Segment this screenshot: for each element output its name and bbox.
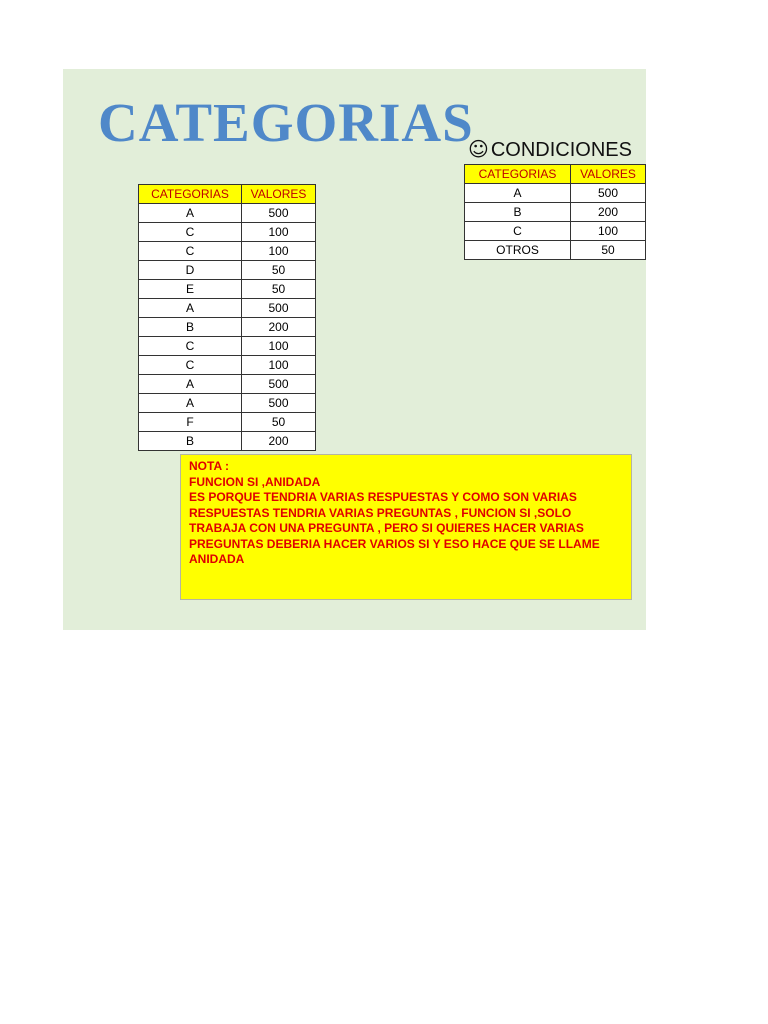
category-cell: A (139, 394, 242, 413)
table-row (139, 223, 316, 242)
page-title: CATEGORIAS (98, 92, 474, 153)
table-row (139, 356, 316, 375)
value-cell: 200 (242, 318, 316, 337)
table-row (139, 375, 316, 394)
category-cell: C (139, 223, 242, 242)
category-cell: D (139, 261, 242, 280)
column-header-categorias: CATEGORIAS (139, 185, 242, 204)
smiley-face-icon: ☺ (468, 137, 489, 161)
table-row (139, 242, 316, 261)
value-cell: 50 (242, 413, 316, 432)
conditions-title: CONDICIONES (490, 139, 632, 161)
column-header-valores: VALORES (571, 165, 646, 184)
category-cell: B (465, 203, 571, 222)
category-cell: C (465, 222, 571, 241)
category-cell: C (139, 337, 242, 356)
value-cell: 200 (242, 432, 316, 451)
table-row (139, 261, 316, 280)
category-cell: E (139, 280, 242, 299)
value-cell: 50 (242, 261, 316, 280)
category-cell: B (139, 318, 242, 337)
value-cell: 500 (242, 375, 316, 394)
table-row (139, 413, 316, 432)
category-cell: A (139, 375, 242, 394)
note-box (180, 454, 632, 600)
category-cell: C (139, 242, 242, 261)
value-cell: 500 (571, 184, 646, 203)
table-row (139, 318, 316, 337)
note-body: ES PORQUE TENDRIA VARIAS RESPUESTAS Y COMO SON VARIAS RESPUESTAS TENDRIA VARIAS PREGUNTAS , FUNCION SI ,SOLO TRABAJA CON UNA PREGUNTA , PERO SI QUIERES HACER VARIAS PREGUNTAS DEBERIA HACER VARIOS SI Y ESO HACE QUE SE LLAME ANIDADA (189, 490, 600, 566)
conditions-table (464, 164, 646, 260)
category-cell: B (139, 432, 242, 451)
category-cell: A (139, 204, 242, 223)
category-cell: A (139, 299, 242, 318)
table-header-row (139, 185, 316, 204)
category-cell: F (139, 413, 242, 432)
table-row (465, 241, 646, 260)
value-cell: 50 (242, 280, 316, 299)
value-cell: 500 (242, 394, 316, 413)
category-cell: C (139, 356, 242, 375)
value-cell: 100 (242, 337, 316, 356)
table-row (465, 184, 646, 203)
table-row (139, 299, 316, 318)
category-cell: OTROS (465, 241, 571, 260)
value-cell: 100 (242, 242, 316, 261)
column-header-categorias: CATEGORIAS (465, 165, 571, 184)
table-row (465, 222, 646, 241)
table-row (139, 394, 316, 413)
table-row (139, 204, 316, 223)
note-subheading: FUNCION SI ,ANIDADA (189, 474, 321, 489)
table-header-row (465, 165, 646, 184)
note-heading: NOTA : (189, 459, 229, 473)
table-row (465, 203, 646, 222)
value-cell: 500 (242, 204, 316, 223)
table-row (139, 280, 316, 299)
conditions-heading (468, 136, 632, 163)
value-cell: 100 (242, 223, 316, 242)
table-row (139, 337, 316, 356)
value-cell: 500 (242, 299, 316, 318)
value-cell: 100 (571, 222, 646, 241)
categories-table (138, 184, 316, 451)
value-cell: 200 (571, 203, 646, 222)
value-cell: 50 (571, 241, 646, 260)
value-cell: 100 (242, 356, 316, 375)
table-row (139, 432, 316, 451)
column-header-valores: VALORES (242, 185, 316, 204)
category-cell: A (465, 184, 571, 203)
